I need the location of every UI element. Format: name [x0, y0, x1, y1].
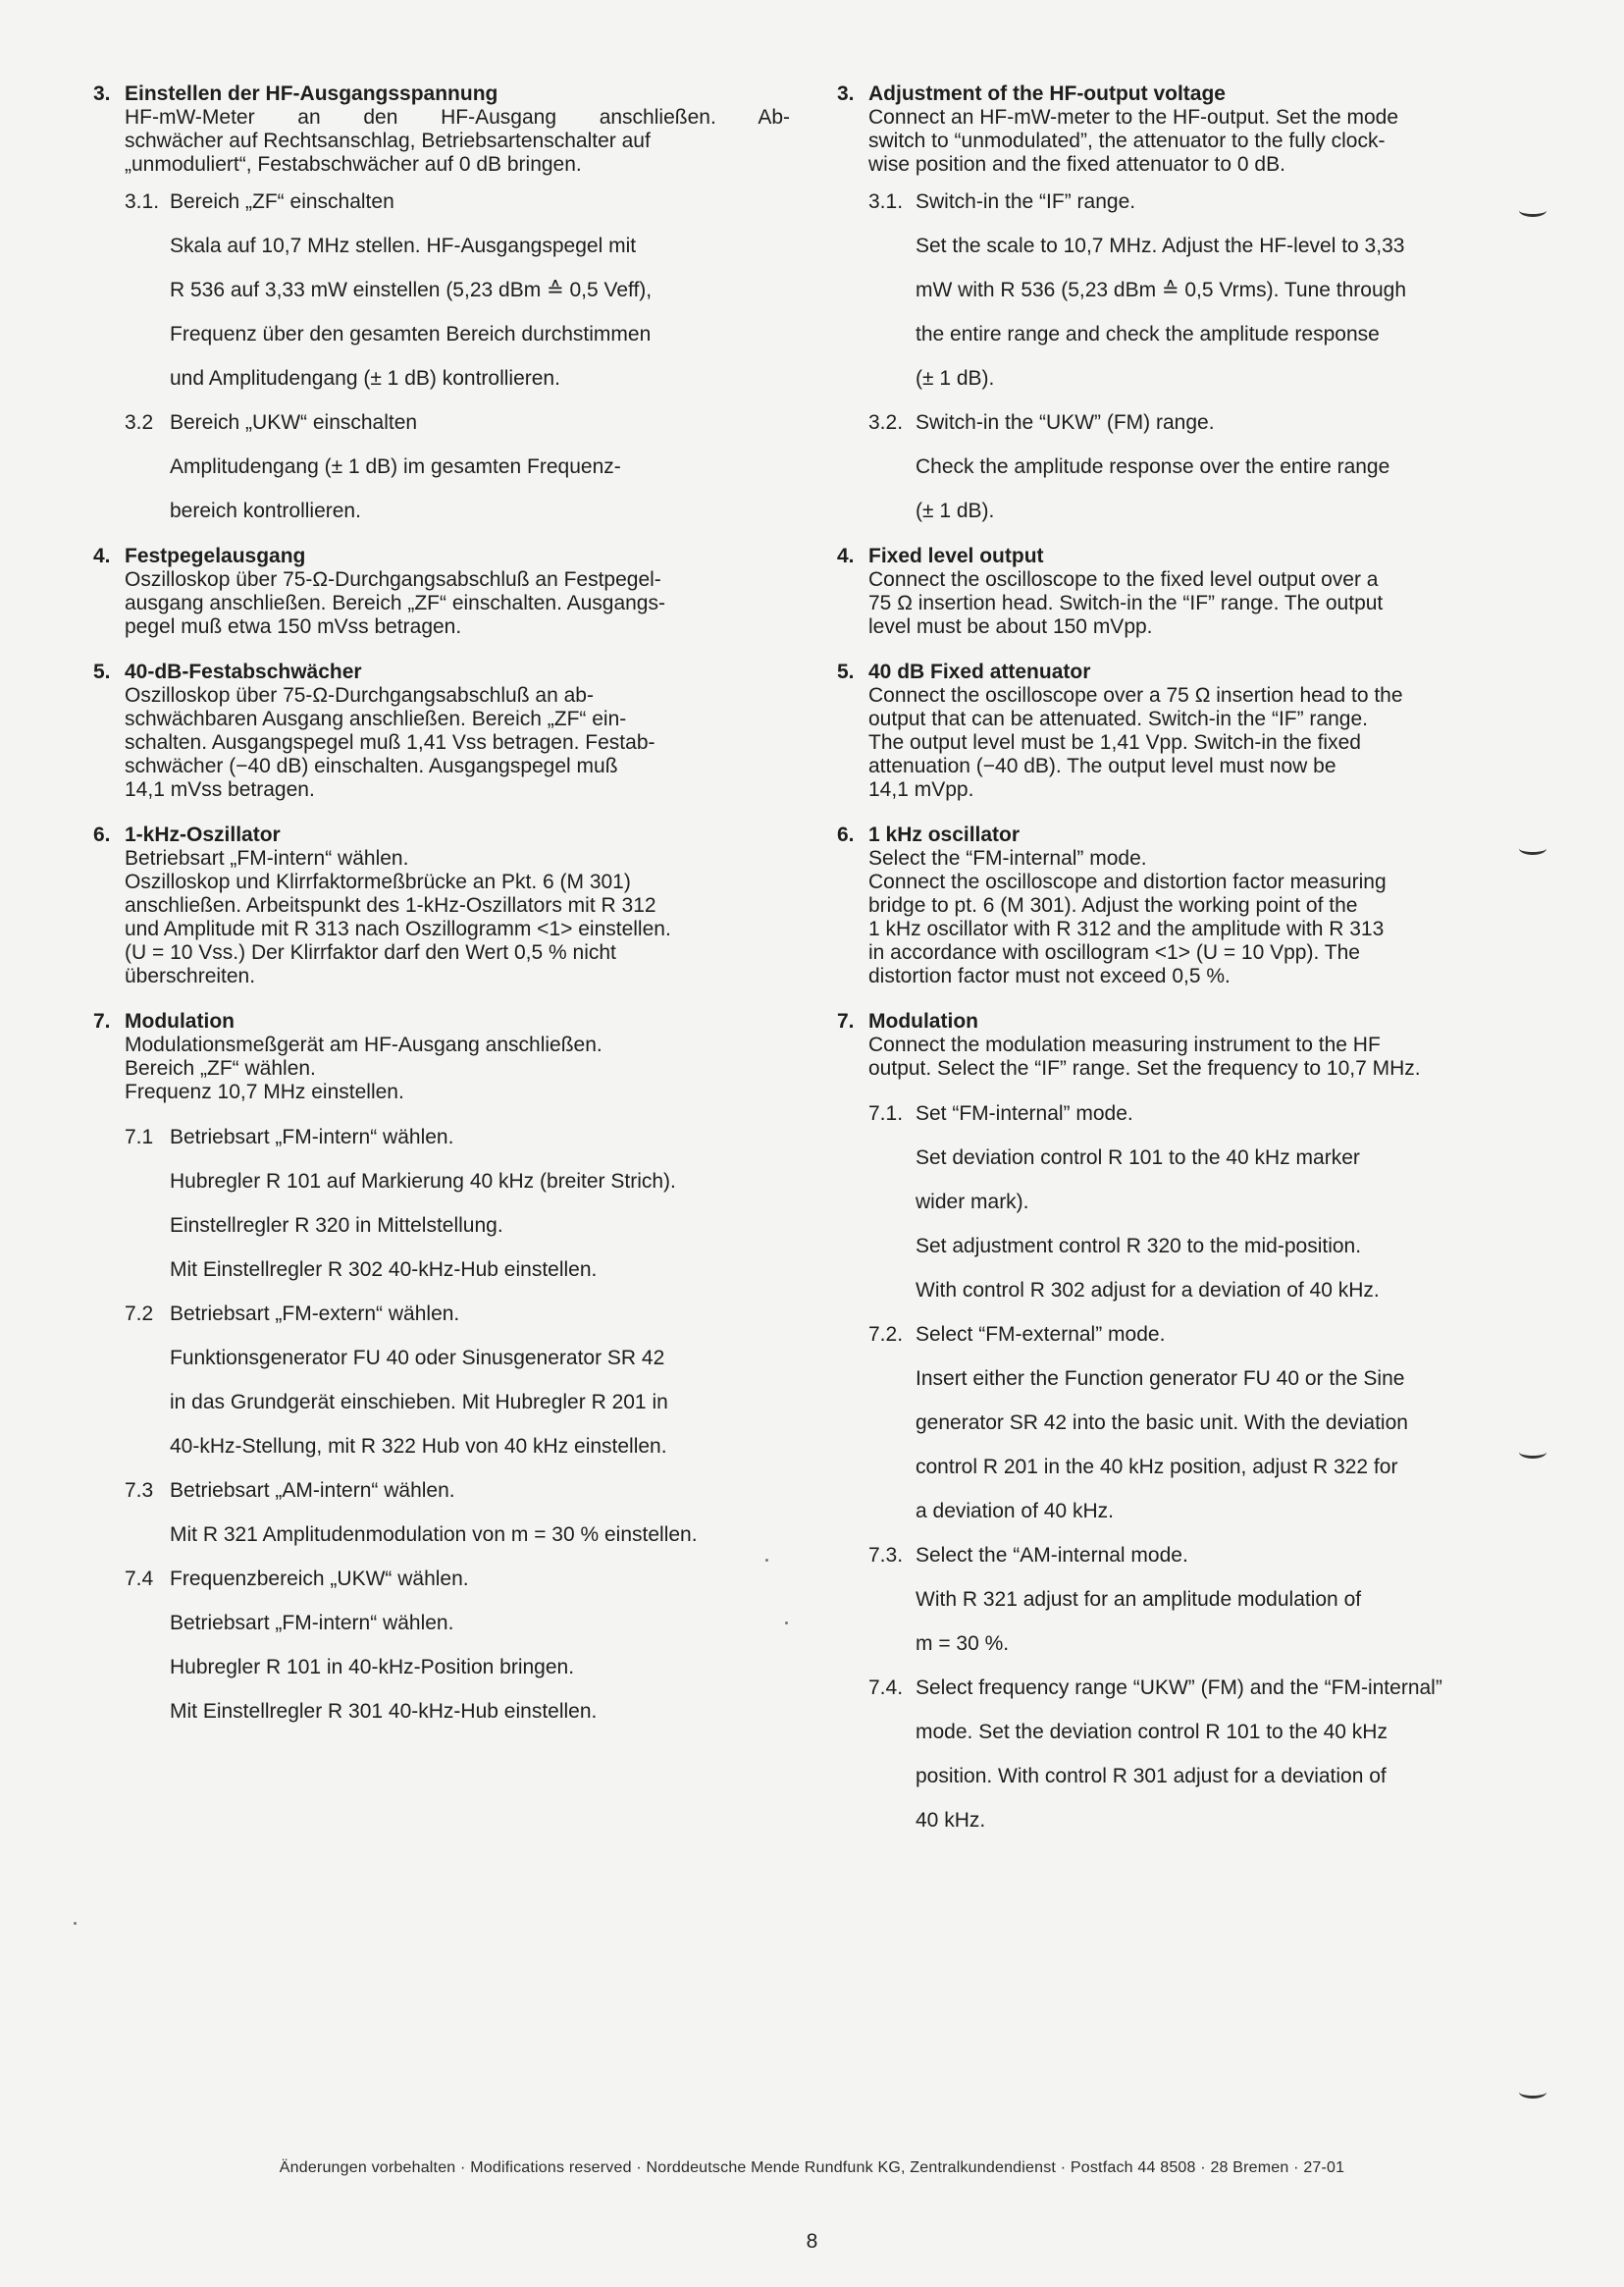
text-line: With control R 302 adjust for a deviation of 40 kHz.: [916, 1279, 1380, 1302]
text-line: überschreiten.: [125, 965, 256, 987]
text-line: in accordance with oscillogram <1> (U = 10 Vpp). The: [868, 941, 1360, 964]
section-number: 3.: [837, 82, 855, 105]
subsection-number: 7.4.: [868, 1676, 904, 1699]
text-line: Set the scale to 10,7 MHz. Adjust the HF-level to 3,33: [916, 235, 1405, 257]
subsection-title: Betriebsart „FM-extern“ wählen.: [170, 1303, 460, 1325]
subsection-title: Bereich „ZF“ einschalten: [170, 190, 394, 213]
text-line: switch to “unmodulated”, the attenuator to the fully clock-: [868, 130, 1386, 152]
text-line: Modulationsmeßgerät am HF-Ausgang anschließen.: [125, 1034, 602, 1056]
scan-speck: [785, 1622, 788, 1624]
en-subsection-3-2: [868, 411, 1494, 523]
section-title: 40-dB-Festabschwächer: [125, 661, 362, 683]
en-section-4: [837, 545, 1494, 639]
subsection-title: Select the “AM-internal mode.: [916, 1544, 1188, 1567]
text-line: mode. Set the deviation control R 101 to the 40 kHz: [916, 1721, 1388, 1743]
section-number: 4.: [837, 545, 855, 567]
text-line: a deviation of 40 kHz.: [916, 1500, 1114, 1522]
en-section-3: [837, 82, 1494, 523]
text-line: schalten. Ausgangspegel muß 1,41 Vss betragen. Festab-: [125, 731, 655, 754]
text-line: generator SR 42 into the basic unit. With the deviation: [916, 1411, 1408, 1434]
section-number: 4.: [93, 545, 111, 567]
subsection-number: 7.2.: [868, 1323, 904, 1346]
de-section-7: [93, 1010, 790, 1724]
margin-mark: [1519, 1446, 1546, 1459]
text-line: Connect the oscilloscope over a 75 Ω insertion head to the: [868, 684, 1403, 707]
subsection-number: 3.2: [125, 411, 154, 434]
text-line: Check the amplitude response over the entire range: [916, 455, 1390, 478]
text-line: bereich kontrollieren.: [170, 500, 361, 522]
text-line: the entire range and check the amplitude response: [916, 323, 1380, 346]
text-line: Connect the oscilloscope and distortion factor measuring: [868, 871, 1387, 893]
text-line: Frequenz 10,7 MHz einstellen.: [125, 1081, 404, 1103]
text-line: Betriebsart „FM-intern“ wählen.: [170, 1612, 454, 1634]
text-line: attenuation (−40 dB). The output level must now be: [868, 755, 1336, 777]
en-subsection-7-2: [868, 1323, 1494, 1523]
section-title: Festpegelausgang: [125, 545, 306, 567]
en-subsection-7-3: [868, 1544, 1494, 1656]
text-line: mW with R 536 (5,23 dBm ≙ 0,5 Vrms). Tune through: [916, 279, 1407, 301]
text-line: 14,1 mVpp.: [868, 778, 974, 801]
subsection-number: 7.4: [125, 1568, 154, 1590]
text-line: Funktionsgenerator FU 40 oder Sinusgenerator SR 42: [170, 1347, 665, 1369]
de-section-5: [93, 661, 790, 802]
text-line: Oszilloskop und Klirrfaktormeßbrücke an Pkt. 6 (M 301): [125, 871, 631, 893]
de-subsection-7-4: [125, 1568, 790, 1724]
text-line: (U = 10 Vss.) Der Klirrfaktor darf den Wert 0,5 % nicht: [125, 941, 616, 964]
text-line: distortion factor must not exceed 0,5 %.: [868, 965, 1231, 987]
en-subsection-3-1: [868, 190, 1494, 391]
text-line: level must be about 150 mVpp.: [868, 615, 1153, 638]
text-line: The output level must be 1,41 Vpp. Switch-in the fixed: [868, 731, 1361, 754]
subsection-title: Bereich „UKW“ einschalten: [170, 411, 418, 434]
section-title: 40 dB Fixed attenuator: [868, 661, 1091, 683]
subsection-title: Select “FM-external” mode.: [916, 1323, 1166, 1346]
text-line: schwächer auf Rechtsanschlag, Betriebsartenschalter auf: [125, 130, 651, 152]
text-line: Amplitudengang (± 1 dB) im gesamten Frequenz-: [170, 455, 621, 478]
text-line: Oszilloskop über 75-Ω-Durchgangsabschluß an Festpegel-: [125, 568, 661, 591]
text-line: R 536 auf 3,33 mW einstellen (5,23 dBm ≙ 0,5 Veff),: [170, 279, 653, 301]
text-line: Set adjustment control R 320 to the mid-position.: [916, 1235, 1362, 1257]
text-line: Betriebsart „FM-intern“ wählen.: [125, 847, 409, 870]
text-line: 1 kHz oscillator with R 312 and the amplitude with R 313: [868, 918, 1385, 940]
text-line: Select the “FM-internal” mode.: [868, 847, 1147, 870]
text-line: Connect an HF-mW-meter to the HF-output. Set the mode: [868, 106, 1399, 129]
text-line: Bereich „ZF“ wählen.: [125, 1057, 316, 1080]
text-line: schwächbaren Ausgang anschließen. Bereich „ZF“ ein-: [125, 708, 627, 730]
subsection-title: Frequenzbereich „UKW“ wählen.: [170, 1568, 469, 1590]
text-line: schwächer (−40 dB) einschalten. Ausgangspegel muß: [125, 755, 618, 777]
text-line: Connect the modulation measuring instrument to the HF: [868, 1034, 1381, 1056]
section-title: Modulation: [125, 1010, 235, 1033]
subsection-number: 3.1.: [125, 190, 160, 213]
subsection-title: Switch-in the “IF” range.: [916, 190, 1136, 213]
subsection-number: 3.1.: [868, 190, 904, 213]
text-line: output. Select the “IF” range. Set the frequency to 10,7 MHz.: [868, 1057, 1421, 1080]
text-line: 75 Ω insertion head. Switch-in the “IF” range. The output: [868, 592, 1384, 614]
section-number: 3.: [93, 82, 111, 105]
subsection-number: 7.1.: [868, 1102, 904, 1125]
text-line: Insert either the Function generator FU 40 or the Sine: [916, 1367, 1405, 1390]
text-line: output that can be attenuated. Switch-in the “IF” range.: [868, 708, 1368, 730]
section-title: Modulation: [868, 1010, 978, 1033]
de-subsection-3-1: [125, 190, 790, 391]
subsection-title: Betriebsart „FM-intern“ wählen.: [170, 1126, 454, 1148]
text-line: Hubregler R 101 auf Markierung 40 kHz (breiter Strich).: [170, 1170, 676, 1193]
de-subsection-7-1: [125, 1126, 790, 1282]
de-section-6: [93, 824, 790, 988]
margin-mark: [1519, 842, 1546, 855]
de-section-3: [93, 82, 790, 523]
text-line: Mit Einstellregler R 302 40-kHz-Hub einstellen.: [170, 1258, 598, 1281]
scan-speck: [74, 1922, 77, 1925]
text-line: und Amplitudengang (± 1 dB) kontrollieren.: [170, 367, 560, 390]
footer-imprint: Änderungen vorbehalten · Modifications reserved · Norddeutsche Mende Rundfunk KG, Zentralkundendienst · Postfach 44 8508 · 28 Bremen · 27-01: [279, 2159, 1345, 2176]
text-line: m = 30 %.: [916, 1632, 1010, 1655]
section-title: Fixed level output: [868, 545, 1044, 567]
section-number: 5.: [837, 661, 855, 683]
subsection-number: 7.1: [125, 1126, 154, 1148]
en-section-5: [837, 661, 1494, 802]
text-line: With R 321 adjust for an amplitude modulation of: [916, 1588, 1362, 1611]
subsection-title: Betriebsart „AM-intern“ wählen.: [170, 1479, 455, 1502]
text-line: position. With control R 301 adjust for a deviation of: [916, 1765, 1387, 1787]
subsection-number: 7.3: [125, 1479, 154, 1502]
text-line: HF-mW-Meter an den HF-Ausgang anschließen. Ab-: [125, 106, 790, 129]
subsection-number: 3.2.: [868, 411, 904, 434]
section-number: 6.: [837, 824, 855, 846]
english-column: [837, 82, 1494, 1854]
text-line: anschließen. Arbeitspunkt des 1-kHz-Oszillators mit R 312: [125, 894, 656, 917]
de-subsection-3-2: [125, 411, 790, 523]
text-line: und Amplitude mit R 313 nach Oszillogramm <1> einstellen.: [125, 918, 671, 940]
text-line: (± 1 dB).: [916, 500, 995, 522]
en-section-7: [837, 1010, 1494, 1833]
text-line: Mit Einstellregler R 301 40-kHz-Hub einstellen.: [170, 1700, 598, 1723]
page-number: 8: [806, 2230, 818, 2253]
text-line: Einstellregler R 320 in Mittelstellung.: [170, 1214, 503, 1237]
text-line: Skala auf 10,7 MHz stellen. HF-Ausgangspegel mit: [170, 235, 637, 257]
en-section-6: [837, 824, 1494, 988]
text-line: wider mark).: [916, 1191, 1029, 1213]
subsection-number: 7.3.: [868, 1544, 904, 1567]
de-subsection-7-2: [125, 1303, 790, 1459]
scan-speck: [765, 1559, 768, 1562]
text-line: ausgang anschließen. Bereich „ZF“ einschalten. Ausgangs-: [125, 592, 665, 614]
text-line: Set deviation control R 101 to the 40 kHz marker: [916, 1146, 1360, 1169]
subsection-title: Set “FM-internal” mode.: [916, 1102, 1133, 1125]
text-line: „unmoduliert“, Festabschwächer auf 0 dB bringen.: [125, 153, 582, 176]
section-title: Adjustment of the HF-output voltage: [868, 82, 1226, 105]
text-line: wise position and the fixed attenuator to 0 dB.: [868, 153, 1285, 176]
margin-mark: [1519, 204, 1546, 217]
text-line: Mit R 321 Amplitudenmodulation von m = 30 % einstellen.: [170, 1523, 698, 1546]
section-title: 1 kHz oscillator: [868, 824, 1021, 846]
section-number: 7.: [93, 1010, 111, 1033]
text-line: 40-kHz-Stellung, mit R 322 Hub von 40 kHz einstellen.: [170, 1435, 667, 1458]
section-number: 6.: [93, 824, 111, 846]
text-line: Connect the oscilloscope to the fixed level output over a: [868, 568, 1379, 591]
section-number: 5.: [93, 661, 111, 683]
section-body: [125, 106, 790, 177]
margin-mark: [1519, 2086, 1546, 2099]
subsection-title: Switch-in the “UKW” (FM) range.: [916, 411, 1215, 434]
text-line: pegel muß etwa 150 mVss betragen.: [125, 615, 462, 638]
section-title: 1-kHz-Oszillator: [125, 824, 281, 846]
text-line: control R 201 in the 40 kHz position, adjust R 322 for: [916, 1456, 1398, 1478]
subsection-title: Select frequency range “UKW” (FM) and the “FM-internal”: [916, 1676, 1442, 1699]
en-subsection-7-4: [868, 1676, 1494, 1833]
de-section-4: [93, 545, 790, 639]
section-title: Einstellen der HF-Ausgangsspannung: [125, 82, 498, 105]
text-line: 40 kHz.: [916, 1809, 986, 1832]
text-line: Oszilloskop über 75-Ω-Durchgangsabschluß an ab-: [125, 684, 594, 707]
text-line: (± 1 dB).: [916, 367, 995, 390]
en-subsection-7-1: [868, 1102, 1494, 1303]
text-line: Frequenz über den gesamten Bereich durchstimmen: [170, 323, 652, 346]
text-line: Hubregler R 101 in 40-kHz-Position bringen.: [170, 1656, 575, 1678]
section-number: 7.: [837, 1010, 855, 1033]
de-subsection-7-3: [125, 1479, 790, 1547]
german-column: [93, 82, 790, 1745]
subsection-number: 7.2: [125, 1303, 154, 1325]
text-line: 14,1 mVss betragen.: [125, 778, 315, 801]
text-line: bridge to pt. 6 (M 301). Adjust the working point of the: [868, 894, 1358, 917]
text-line: in das Grundgerät einschieben. Mit Hubregler R 201 in: [170, 1391, 668, 1413]
